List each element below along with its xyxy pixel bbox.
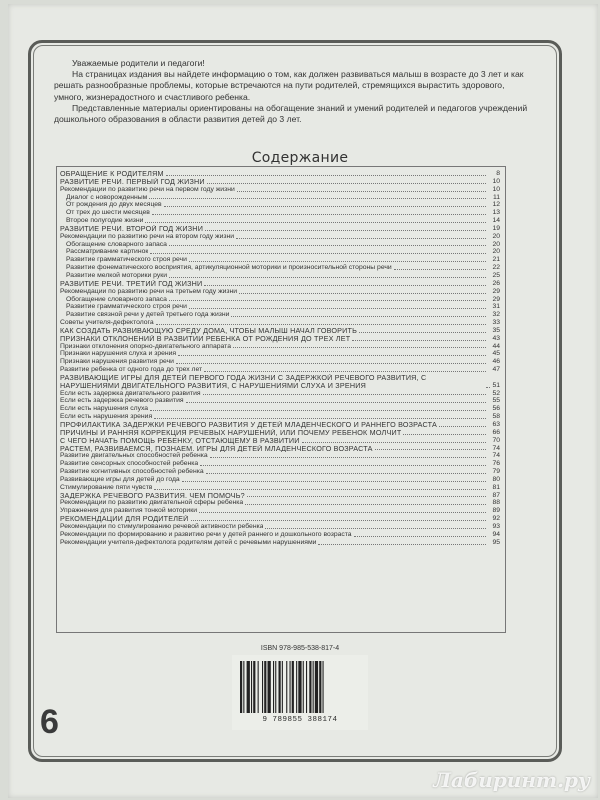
toc-entry-title: ПРИЧИНЫ И РАННЯЯ КОРРЕКЦИЯ РЕЧЕВЫХ НАРУШЕНИЙ, ИЛИ ПОЧЕМУ РЕБЕНОК МОЛЧИТ xyxy=(60,428,402,437)
barcode-bar xyxy=(240,661,242,713)
toc-leader-dots xyxy=(154,418,486,419)
toc-leader-dots xyxy=(189,261,486,262)
toc-entry-page: 47 xyxy=(492,366,500,374)
toc-leader-dots xyxy=(178,355,486,356)
toc-entry xyxy=(60,264,500,272)
toc-entry xyxy=(60,405,500,413)
toc-entry-title: Рекомендации по развитию двигательной сферы ребенка xyxy=(60,499,244,507)
toc-leader-dots xyxy=(203,394,486,395)
barcode xyxy=(232,655,368,730)
barcode-bar xyxy=(296,661,297,713)
barcode-bar xyxy=(292,661,294,713)
toc-entry-page: 46 xyxy=(492,358,500,366)
barcode-bar xyxy=(251,661,252,713)
toc-leader-dots xyxy=(486,387,490,388)
barcode-bar xyxy=(298,661,301,713)
toc-entry-title: РАЗВИТИЕ РЕЧИ. ТРЕТИЙ ГОД ЖИЗНИ xyxy=(60,279,203,288)
toc-entry-title: Развитие сенсорных способностей ребенка xyxy=(60,460,199,468)
toc-entry-title: ПРОФИЛАКТИКА ЗАДЕРЖКИ РЕЧЕВОГО РАЗВИТИЯ У ДЕТЕЙ МЛАДЕНЧЕСКОГО И РАННЕГО ВОЗРАСТА xyxy=(60,421,438,429)
toc-entry xyxy=(60,256,500,264)
toc-leader-dots xyxy=(169,277,486,278)
toc-entry xyxy=(60,374,500,390)
barcode-bar xyxy=(247,661,250,713)
toc-entry xyxy=(60,335,500,343)
toc-leader-dots xyxy=(245,504,486,505)
toc-entry-title: РАЗВИВАЮЩИЕ ИГРЫ ДЛЯ ДЕТЕЙ ПЕРВОГО ГОДА ЖИЗНИ С ЗАДЕРЖКОЙ РЕЧЕВОГО РАЗВИТИЯ, С НАРУШЕНИЯМИ ДВИГАТЕЛЬНОГО РАЗВИТИЯ, С НАРУШЕНИЯМИ СЛУХА И ЗРЕНИЯ xyxy=(60,373,427,390)
toc-entry-title: РАЗВИТИЕ РЕЧИ. ВТОРОЙ ГОД ЖИЗНИ xyxy=(60,224,204,233)
toc-entry-title: Рассматривание картинок xyxy=(66,248,149,256)
barcode-bar xyxy=(262,661,263,713)
toc-leader-dots xyxy=(164,206,486,207)
toc-entry-page: 13 xyxy=(492,209,500,217)
toc-leader-dots xyxy=(186,402,486,403)
toc-entry-page: 52 xyxy=(492,389,500,397)
barcode-bar xyxy=(306,661,307,713)
toc-entry-title: Обогащение словарного запаса xyxy=(66,295,167,303)
barcode-bar xyxy=(315,661,318,713)
barcode-bar xyxy=(258,661,259,713)
toc-entry xyxy=(60,437,500,445)
toc-leader-dots xyxy=(352,340,486,341)
toc-entry-title: Советы учителя-дефектолога xyxy=(60,319,154,327)
toc-leader-dots xyxy=(204,285,486,286)
toc-leader-dots xyxy=(169,300,486,301)
toc-leader-dots xyxy=(354,536,486,537)
barcode-bar xyxy=(323,661,324,713)
toc-entry-title: Развивающие игры для детей до года xyxy=(60,475,180,483)
toc-entry-title: Признаки отклонения опорно-двигательного аппарата xyxy=(60,342,231,350)
toc-entry xyxy=(60,492,500,500)
toc-entry-page: 29 xyxy=(492,295,500,303)
toc-entry-title: РАСТЕМ, РАЗВИВАЕМСЯ, ПОЗНАЕМ. ИГРЫ ДЛЯ ДЕТЕЙ МЛАДЕНЧЕСКОГО ВОЗРАСТА xyxy=(60,444,373,453)
toc-entry-page: 88 xyxy=(492,499,500,507)
toc-entry-title: Если есть нарушения зрения xyxy=(60,413,153,421)
toc-entry xyxy=(60,194,500,202)
toc-entry-title: Рекомендации по стимулированию речевой активности ребенка xyxy=(60,522,264,530)
toc-leader-dots xyxy=(302,442,486,443)
toc-entry xyxy=(60,523,500,531)
toc-entry xyxy=(60,350,500,358)
barcode-number: 9 789855 388174 xyxy=(262,716,338,724)
toc-entry xyxy=(60,390,500,398)
toc-entry-page: 63 xyxy=(492,421,500,428)
toc-entry-page: 45 xyxy=(492,350,500,358)
toc-entry xyxy=(60,201,500,209)
toc-leader-dots xyxy=(150,253,486,254)
barcode-bar xyxy=(273,661,274,713)
toc-entry-title: Признаки нарушения слуха и зрения xyxy=(60,350,177,358)
toc-entry-page: 70 xyxy=(492,436,500,444)
toc-entry-page: 80 xyxy=(492,475,500,483)
toc-entry-page: 94 xyxy=(492,530,500,538)
toc-leader-dots xyxy=(237,191,486,192)
toc-entry-title: Развитие грамматического строя речи xyxy=(66,303,187,311)
toc-leader-dots xyxy=(189,308,486,309)
toc-entry-title: ПРИЗНАКИ ОТКЛОНЕНИЙ В РАЗВИТИИ РЕБЕНКА ОТ РОЖДЕНИЯ ДО ТРЕХ ЛЕТ xyxy=(60,334,351,343)
barcode-bar xyxy=(264,661,266,713)
toc-entry-page: 20 xyxy=(492,248,500,256)
toc-entry xyxy=(60,311,500,319)
toc-entry xyxy=(60,484,500,492)
toc-entry-page: 51 xyxy=(492,381,500,389)
toc-entry-page: 10 xyxy=(492,177,500,185)
toc-entry-page: 74 xyxy=(492,444,500,452)
toc-leader-dots xyxy=(166,175,486,176)
toc-leader-dots xyxy=(176,363,486,364)
toc-entry-page: 66 xyxy=(492,428,500,436)
toc-entry xyxy=(60,343,500,351)
toc-entry-page: 10 xyxy=(492,185,500,193)
toc-entry-page: 20 xyxy=(492,232,500,240)
toc-entry xyxy=(60,233,500,241)
toc-leader-dots xyxy=(200,465,486,466)
toc-entry-page: 76 xyxy=(492,460,500,468)
toc-entry-title: Развитие ребенка от одного года до трех лет xyxy=(60,366,203,374)
toc-entry xyxy=(60,397,500,405)
toc-entry-page: 19 xyxy=(492,224,500,232)
barcode-bar xyxy=(303,661,304,713)
toc-leader-dots xyxy=(199,512,486,513)
barcode-bar xyxy=(313,661,314,713)
barcode-bar xyxy=(319,661,321,713)
toc-entry-title: Развитие двигательных способностей ребенка xyxy=(60,452,208,460)
toc-entry-page: 12 xyxy=(492,201,500,209)
toc-leader-dots xyxy=(150,410,486,411)
toc-entry-page: 31 xyxy=(492,303,500,311)
toc-entry-title: Развитие связной речи у детей третьего года жизни xyxy=(66,311,230,319)
toc-entry xyxy=(60,539,500,547)
toc-entry-page: 26 xyxy=(492,279,500,287)
toc-entry xyxy=(60,327,500,335)
toc-leader-dots xyxy=(359,332,486,333)
toc-leader-dots xyxy=(236,238,486,239)
toc-leader-dots xyxy=(233,347,486,348)
toc-title: Содержание xyxy=(251,150,349,166)
table-of-contents xyxy=(60,170,500,547)
toc-entry-title: РАЗВИТИЕ РЕЧИ. ПЕРВЫЙ ГОД ЖИЗНИ xyxy=(60,177,205,186)
toc-entry xyxy=(60,296,500,304)
toc-entry-page: 56 xyxy=(492,405,500,413)
toc-entry xyxy=(60,366,500,374)
toc-entry-page: 58 xyxy=(492,413,500,421)
barcode-bar xyxy=(275,661,276,713)
toc-entry xyxy=(60,460,500,468)
toc-entry-page: 92 xyxy=(492,515,500,523)
toc-leader-dots xyxy=(207,183,486,184)
barcode-bar xyxy=(309,661,311,713)
toc-entry-title: Рекомендации по развитию речи на втором году жизни xyxy=(60,232,235,240)
toc-entry-page: 14 xyxy=(492,217,500,225)
barcode-bars xyxy=(240,661,360,713)
toc-leader-dots xyxy=(169,245,486,246)
barcode-bar xyxy=(282,661,283,713)
toc-entry-title: С ЧЕГО НАЧАТЬ ПОМОЩЬ РЕБЕНКУ, ОТСТАЮЩЕМУ В РАЗВИТИИ xyxy=(60,436,300,445)
toc-entry-title: Рекомендации по формированию и развитию речи у детей раннего и дошкольного возраста xyxy=(60,530,352,538)
toc-leader-dots xyxy=(375,449,486,450)
toc-entry-page: 22 xyxy=(492,264,500,272)
toc-entry-title: Рекомендации по развитию речи на первом году жизни xyxy=(60,185,235,193)
watermark: Лабиринт.ру xyxy=(433,768,590,792)
toc-entry xyxy=(60,209,500,217)
toc-entry xyxy=(60,531,500,539)
toc-leader-dots xyxy=(439,426,486,427)
toc-entry xyxy=(60,515,500,523)
toc-entry xyxy=(60,186,500,194)
toc-leader-dots xyxy=(204,371,486,372)
toc-leader-dots xyxy=(231,316,486,317)
barcode-bar xyxy=(243,661,244,713)
toc-entry-page: 25 xyxy=(492,271,500,279)
toc-entry-title: Если есть нарушения слуха xyxy=(60,405,149,413)
toc-entry-title: Стимулирование пяти чувств xyxy=(60,483,153,491)
toc-entry-title: Рекомендации по развитию речи на третьем году жизни xyxy=(60,287,238,295)
toc-entry-page: 29 xyxy=(492,287,500,295)
toc-entry xyxy=(60,178,500,186)
toc-entry-title: КАК СОЗДАТЬ РАЗВИВАЮЩУЮ СРЕДУ ДОМА, ЧТОБЫ МАЛЫШ НАЧАЛ ГОВОРИТЬ xyxy=(60,326,358,335)
barcode-bar xyxy=(268,661,271,713)
toc-leader-dots xyxy=(154,489,486,490)
toc-entry xyxy=(60,241,500,249)
toc-entry-page: 93 xyxy=(492,522,500,530)
toc-entry-page: 21 xyxy=(492,256,500,264)
toc-entry-page: 35 xyxy=(492,326,500,334)
toc-entry-page: 74 xyxy=(492,452,500,460)
page-number: 6 xyxy=(40,703,59,741)
toc-entry-title: Упражнения для развития тонкой моторики xyxy=(60,507,197,515)
toc-leader-dots xyxy=(182,481,486,482)
toc-entry-page: 79 xyxy=(492,468,500,476)
toc-entry-title: От рождения до двух месяцев xyxy=(66,201,162,209)
toc-entry xyxy=(60,358,500,366)
toc-leader-dots xyxy=(318,544,486,545)
barcode-bar xyxy=(279,661,281,713)
toc-entry-page: 55 xyxy=(492,397,500,405)
toc-leader-dots xyxy=(247,496,486,497)
toc-entry xyxy=(60,499,500,507)
intro-paragraph-2: Представленные материалы ориентированы на обогащение знаний и умений родителей и педагогов учреждений дошкольного образования в области развития детей до 3 лет. xyxy=(54,102,528,125)
toc-entry-page: 89 xyxy=(492,507,500,515)
toc-entry xyxy=(60,303,500,311)
toc-leader-dots xyxy=(149,198,486,199)
toc-entry xyxy=(60,421,500,429)
toc-entry-title: Второе полугодие жизни xyxy=(66,217,144,225)
toc-entry-title: РЕКОМЕНДАЦИИ ДЛЯ РОДИТЕЛЕЙ xyxy=(60,515,189,523)
toc-entry-page: 81 xyxy=(492,483,500,491)
toc-entry xyxy=(60,319,500,327)
toc-leader-dots xyxy=(403,434,486,435)
toc-entry xyxy=(60,217,500,225)
toc-entry-page: 87 xyxy=(492,491,500,499)
toc-entry-page: 44 xyxy=(492,342,500,350)
toc-entry-title: Признаки нарушения развития речи xyxy=(60,358,174,366)
toc-leader-dots xyxy=(152,214,486,215)
toc-entry xyxy=(60,468,500,476)
toc-entry-title: Обогащение словарного запаса xyxy=(66,240,167,248)
toc-entry xyxy=(60,170,500,178)
toc-entry-title: Развитие фонематического восприятия, артикуляционной моторики и произносительной стороны речи xyxy=(66,264,392,272)
toc-entry-page: 11 xyxy=(492,193,500,201)
toc-entry-title: Если есть задержка двигательного развития xyxy=(60,389,201,397)
toc-entry xyxy=(60,225,500,233)
toc-entry xyxy=(60,248,500,256)
toc-entry-page: 43 xyxy=(492,334,500,342)
toc-leader-dots xyxy=(394,269,486,270)
toc-entry-page: 8 xyxy=(496,170,500,177)
toc-entry-page: 32 xyxy=(492,311,500,319)
toc-entry-title: Рекомендации учителя-дефектолога родителям детей с речевыми нарушениями xyxy=(60,538,317,546)
barcode-bar xyxy=(286,661,287,713)
toc-leader-dots xyxy=(145,222,486,223)
toc-leader-dots xyxy=(206,473,486,474)
toc-leader-dots xyxy=(191,520,487,521)
toc-entry xyxy=(60,272,500,280)
toc-entry-title: Если есть задержка речевого развития xyxy=(60,397,184,405)
toc-entry xyxy=(60,507,500,515)
intro-paragraph-1: На страницах издания вы найдете информацию о том, как должен развиваться малыш в возрасте до 3 лет и как решать разнообразные проблемы, которые встречаются на пути родителей, стремящихся вырастить здорового, умного, жизнерадостного и счастливого ребенка. xyxy=(54,69,524,102)
toc-leader-dots xyxy=(239,293,486,294)
toc-entry xyxy=(60,476,500,484)
toc-entry xyxy=(60,452,500,460)
toc-entry xyxy=(60,413,500,421)
toc-entry-page: 95 xyxy=(492,538,500,546)
barcode-bar xyxy=(253,661,255,713)
toc-entry-title: ОБРАЩЕНИЕ К РОДИТЕЛЯМ xyxy=(60,170,164,178)
barcode-bar xyxy=(290,661,291,713)
toc-entry-page: 20 xyxy=(492,240,500,248)
toc-leader-dots xyxy=(205,230,486,231)
toc-leader-dots xyxy=(265,528,486,529)
toc-entry-title: От трех до шести месяцев xyxy=(66,209,150,217)
toc-entry xyxy=(60,429,500,437)
toc-entry xyxy=(60,288,500,296)
toc-entry-title: Развитие грамматического строя речи xyxy=(66,256,187,264)
toc-entry-title: Диалог с новорожденным xyxy=(66,193,148,201)
isbn-text: ISBN 978-985-538-817-4 xyxy=(260,645,340,652)
toc-leader-dots xyxy=(210,457,486,458)
toc-entry xyxy=(60,280,500,288)
toc-entry xyxy=(60,445,500,453)
toc-entry-title: Развитие когнитивных способностей ребенка xyxy=(60,468,204,476)
toc-entry-page: 33 xyxy=(492,319,500,327)
intro-text xyxy=(54,58,536,125)
toc-entry-title: ЗАДЕРЖКА РЕЧЕВОГО РАЗВИТИЯ. ЧЕМ ПОМОЧЬ? xyxy=(60,491,245,500)
intro-greeting: Уважаемые родители и педагоги! xyxy=(72,58,205,68)
toc-leader-dots xyxy=(156,324,486,325)
toc-entry-title: Развитие мелкой моторики руки xyxy=(66,271,168,279)
